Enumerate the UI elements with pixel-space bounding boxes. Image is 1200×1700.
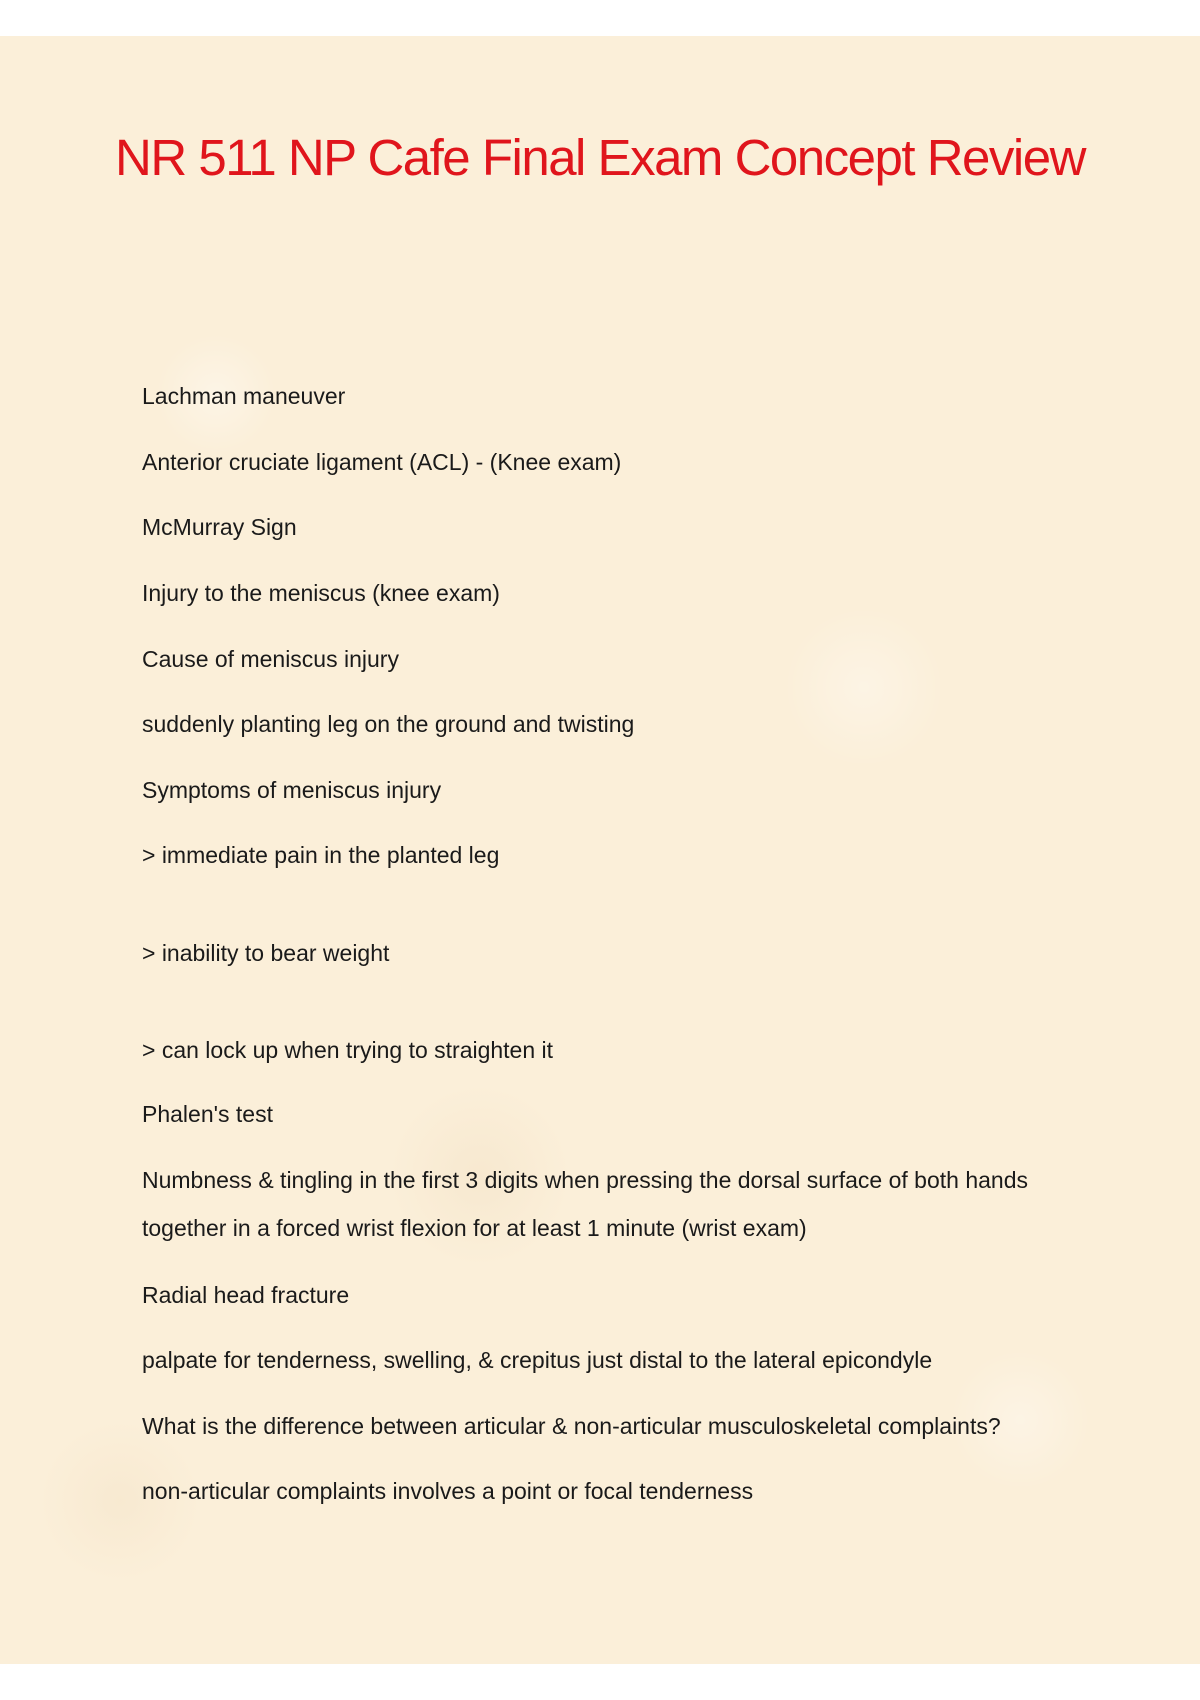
text-line: Lachman maneuver [142,383,346,409]
text-paragraph: Numbness & tingling in the first 3 digits when pressing the dorsal surface of both hands together in a forced wrist flexion for at least 1 minute (wrist exam) [142,1167,1028,1241]
text-line: > inability to bear weight [142,940,390,966]
text-line: palpate for tenderness, swelling, & crepitus just distal to the lateral epicondyle [142,1347,933,1373]
text-line: > immediate pain in the planted leg [142,842,500,868]
text-line: Radial head fracture [142,1282,350,1308]
document-title: NR 511 NP Cafe Final Exam Concept Review [115,129,1085,186]
text-line: non-articular complaints involves a point or focal tenderness [142,1478,754,1504]
text-line: McMurray Sign [142,514,297,540]
text-line: What is the difference between articular & non-articular musculoskeletal complaints? [142,1413,1001,1439]
text-line: Phalen's test [142,1101,273,1127]
text-line: Anterior cruciate ligament (ACL) - (Knee exam) [142,449,622,475]
text-line: Symptoms of meniscus injury [142,777,442,803]
text-line: Cause of meniscus injury [142,646,399,672]
text-line: suddenly planting leg on the ground and twisting [142,711,635,737]
text-line: > can lock up when trying to straighten it [142,1037,554,1063]
text-line: Injury to the meniscus (knee exam) [142,580,500,606]
